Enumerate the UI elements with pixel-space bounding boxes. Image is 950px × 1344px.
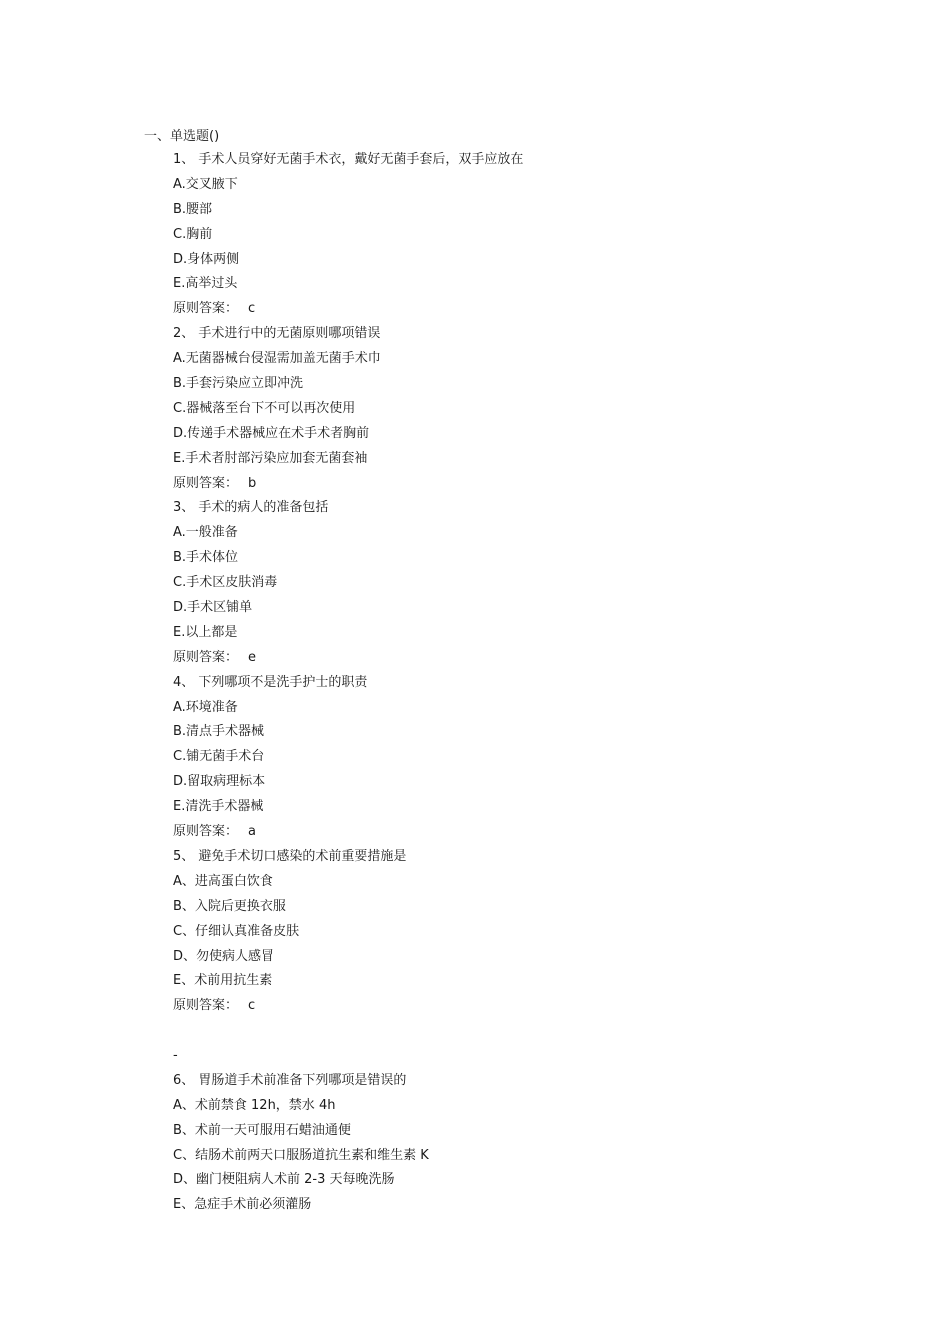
option-item: B.手套污染应立即冲洗: [173, 376, 304, 392]
option-item: E.清洗手术器械: [173, 799, 264, 815]
question-stem: 3、 手术的病人的准备包括: [173, 500, 329, 516]
question-stem: 2、 手术进行中的无菌原则哪项错误: [173, 326, 381, 342]
option-item: D.身体两侧: [173, 251, 240, 267]
option-item: D、幽门梗阻病人术前 2-3 天每晚洗肠: [173, 1172, 395, 1188]
option-item: C、结肠术前两天口服肠道抗生素和维生素 K: [173, 1147, 429, 1163]
option-item: D.手术区铺单: [173, 600, 253, 616]
option-item: D.留取病理标本: [173, 774, 266, 790]
option-item: A、术前禁食 12h，禁水 4h: [173, 1097, 336, 1113]
answer-line: [173, 996, 873, 1021]
section-title: 一、单选题(): [144, 129, 220, 144]
option-item: A.环境准备: [173, 699, 238, 715]
option-item: B.手术体位: [173, 550, 239, 566]
answer-value: c: [248, 301, 256, 317]
option-item: C.胸前: [173, 226, 213, 242]
question-stem: 1、 手术人员穿好无菌手术衣，戴好无菌手套后，双手应放在: [173, 152, 524, 167]
option-item: B.腰部: [173, 201, 213, 217]
option-item: B、入院后更换衣服: [173, 898, 286, 914]
answer-label: 原则答案：: [173, 824, 239, 840]
option-item: A、进高蛋白饮食: [173, 873, 273, 889]
option-item: B、术前一天可服用石蜡油通便: [173, 1122, 351, 1138]
option-item: C.手术区皮肤消毒: [173, 575, 278, 591]
answer-value: a: [248, 824, 256, 840]
answer-line: [173, 299, 873, 324]
option-item: E.以上都是: [173, 624, 238, 640]
option-item: B.清点手术器械: [173, 724, 265, 740]
answer-label: 原则答案：: [173, 301, 239, 317]
answer-label: 原则答案：: [173, 649, 239, 665]
option-item: D、勿使病人感冒: [173, 948, 275, 964]
answer-label: 原则答案：: [173, 998, 239, 1014]
question-list: [173, 150, 873, 1021]
option-item: E.手术者肘部污染应加套无菌套袖: [173, 450, 368, 466]
option-item: C.铺无菌手术台: [173, 749, 265, 765]
answer-value: c: [248, 998, 256, 1014]
answer-line: [173, 822, 873, 847]
option-item: A.无菌器械台侵湿需加盖无菌手术巾: [173, 351, 381, 367]
option-item: C、仔细认真准备皮肤: [173, 923, 300, 939]
question-list-continued: [173, 1046, 873, 1220]
option-item: E、术前用抗生素: [173, 973, 273, 989]
separator-mark: -: [173, 1048, 178, 1063]
option-item: E.高举过头: [173, 276, 238, 292]
option-item: A.一般准备: [173, 525, 238, 541]
answer-value: e: [248, 649, 257, 665]
answer-line: [173, 474, 873, 499]
option-item: D.传递手术器械应在术手术者胸前: [173, 425, 370, 441]
question-stem: 6、 胃肠道手术前准备下列哪项是错误的: [173, 1072, 407, 1088]
option-item: A.交叉腋下: [173, 176, 238, 192]
answer-label: 原则答案：: [173, 475, 239, 491]
answer-line: [173, 648, 873, 673]
answer-value: b: [248, 475, 257, 491]
question-stem: 5、 避免手术切口感染的术前重要措施是: [173, 848, 407, 864]
option-item: C.器械落至台下不可以再次使用: [173, 400, 356, 416]
question-stem: 4、 下列哪项不是洗手护士的职责: [173, 674, 368, 690]
option-item: E、急症手术前必须灌肠: [173, 1197, 312, 1213]
